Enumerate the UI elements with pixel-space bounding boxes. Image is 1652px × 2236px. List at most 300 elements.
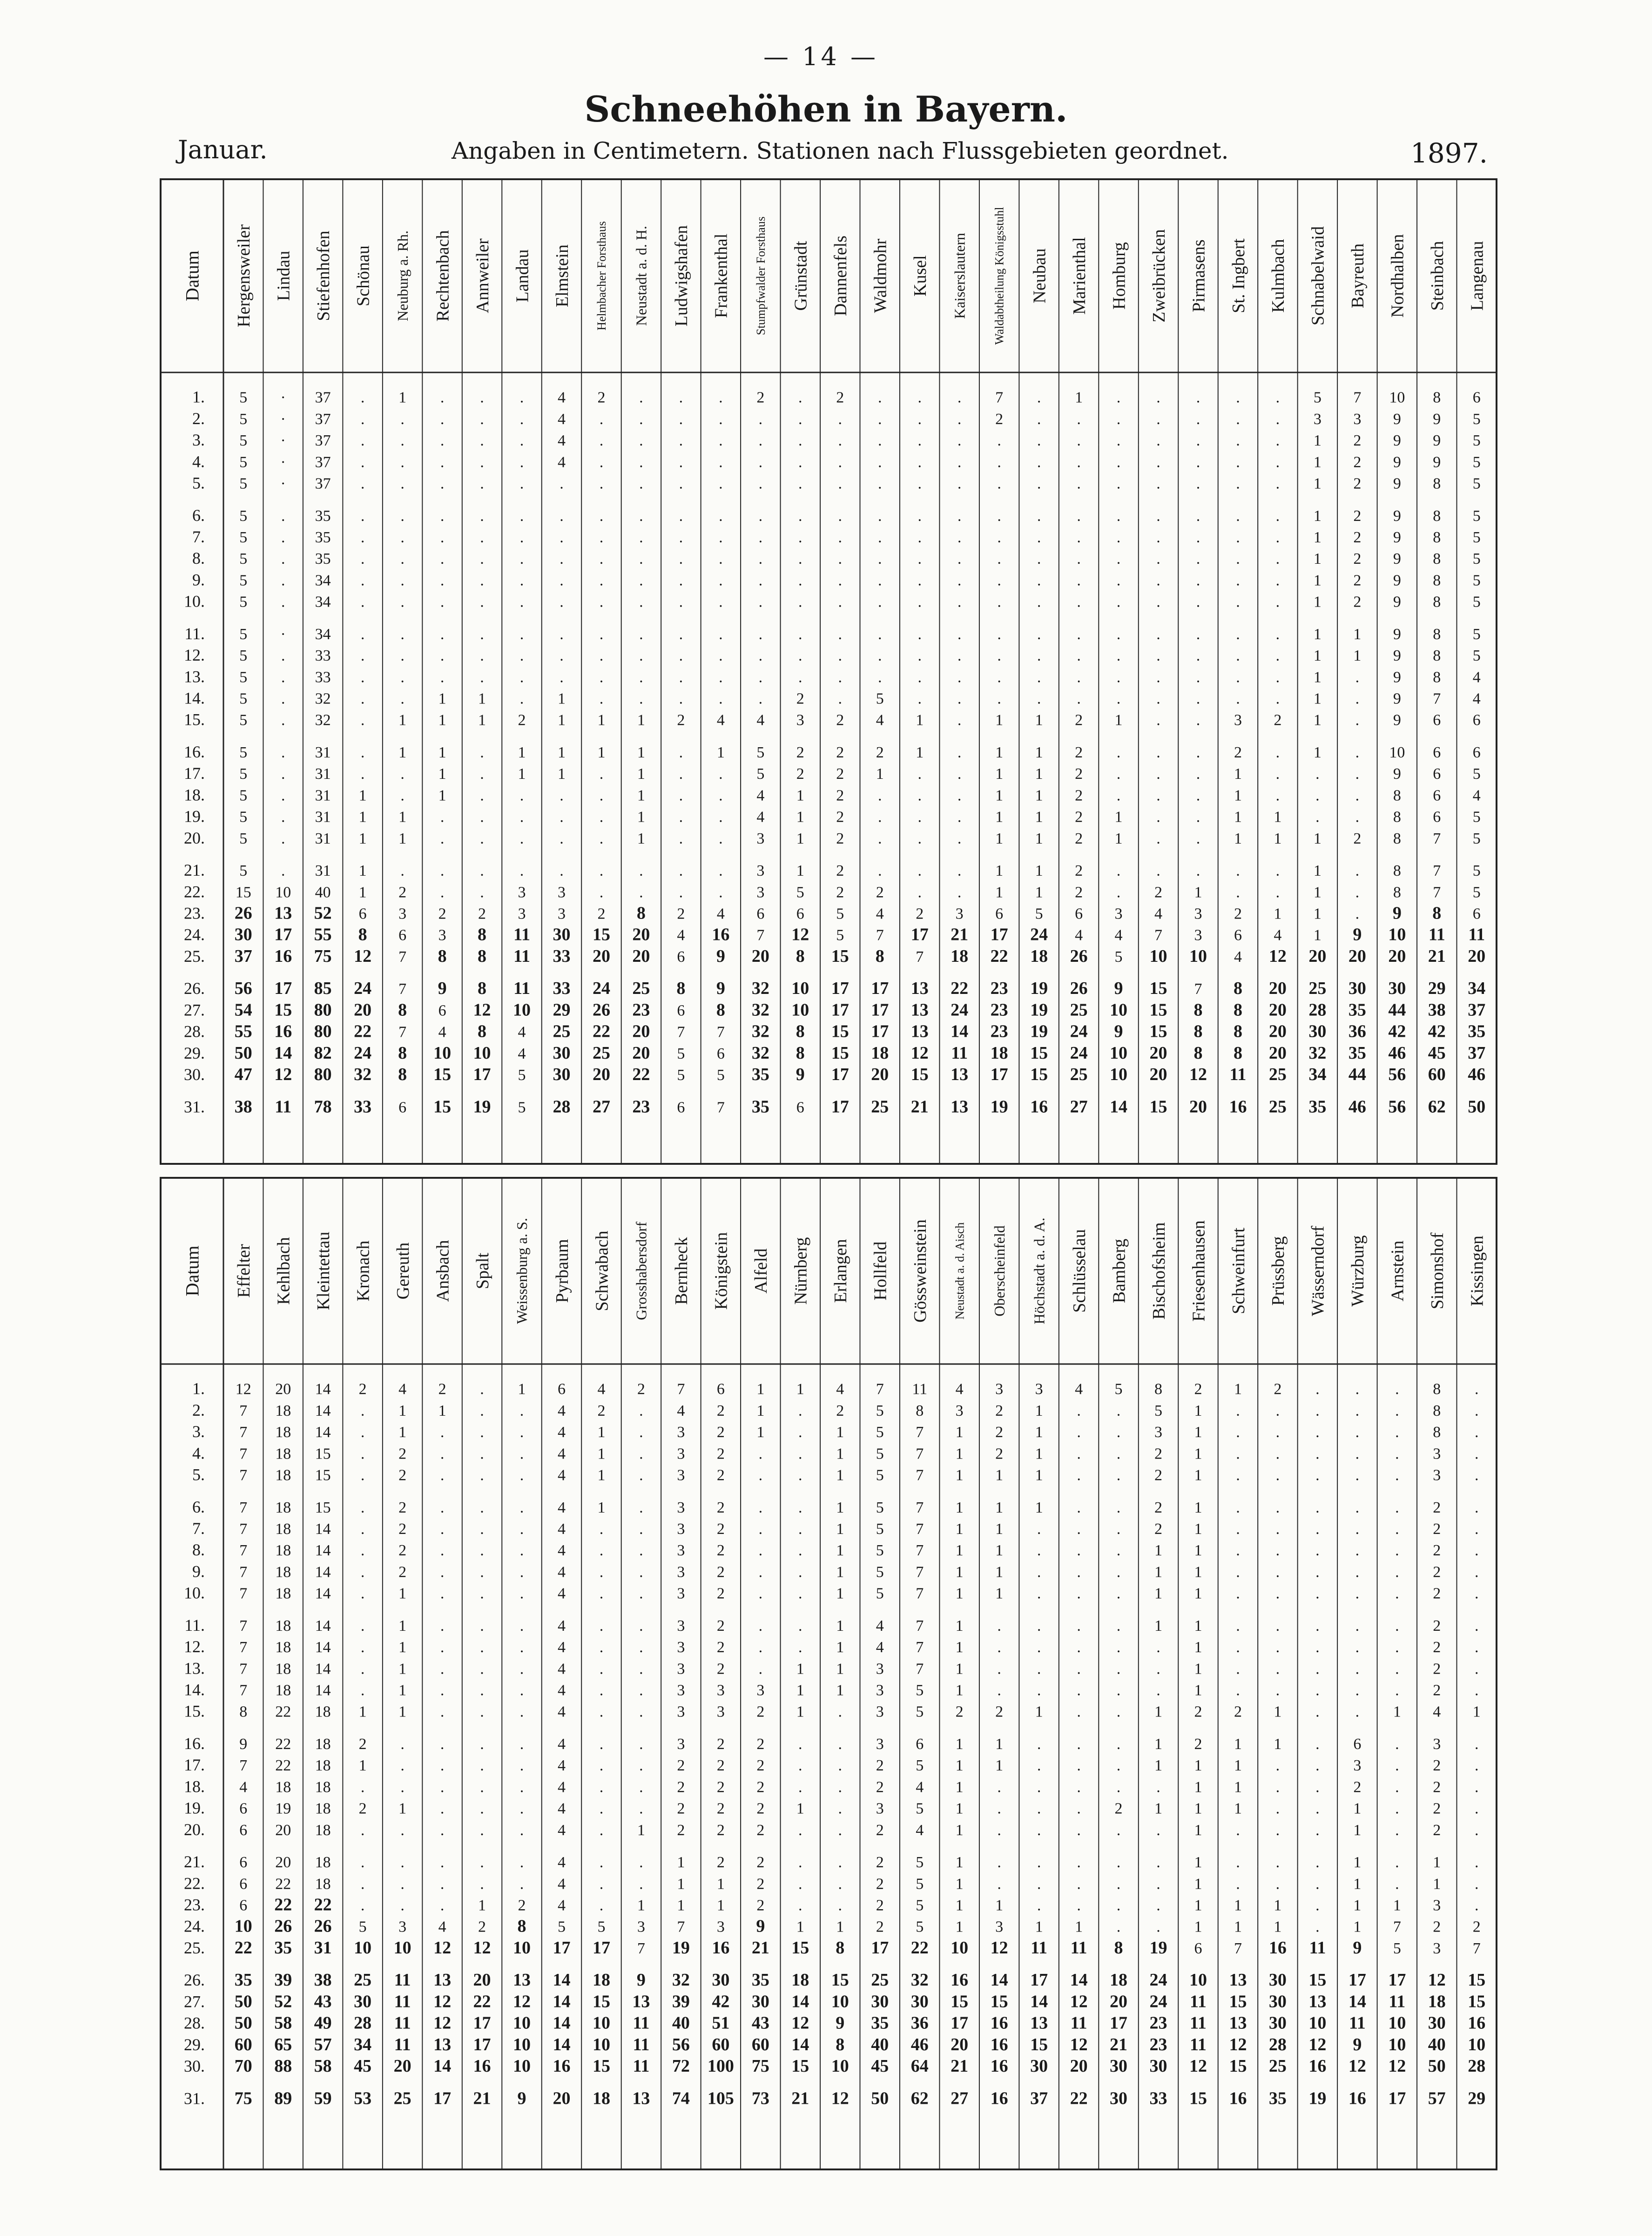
table-cell: 5 — [916, 1682, 924, 1699]
table-cell: 4 — [557, 1466, 566, 1484]
table-row — [184, 646, 1481, 664]
table-cell: . — [360, 528, 365, 546]
table-cell: . — [599, 1520, 604, 1538]
table-cell: 18 — [275, 1424, 291, 1441]
table-cell: 2 — [876, 1778, 884, 1796]
table-cell: . — [281, 690, 285, 708]
table-cell: 7 — [916, 1639, 924, 1656]
table-cell: 82 — [314, 1043, 332, 1063]
table-cell: 13 — [632, 1992, 650, 2012]
table-cell: . — [400, 1821, 405, 1839]
table-cell: 10 — [1110, 1064, 1128, 1084]
table-cell: 1 — [1075, 1918, 1083, 1936]
table-cell: 17 — [1348, 1970, 1366, 1990]
table-cell: 15 — [990, 1992, 1008, 2012]
table-cell: . — [639, 1585, 643, 1602]
table-cell: . — [1077, 1778, 1081, 1796]
table-cell: 5 — [239, 410, 248, 428]
table-cell: . — [719, 453, 723, 471]
table-cell: . — [679, 550, 683, 568]
table-cell: 4 — [557, 1682, 566, 1699]
table-cell: 4 — [836, 1380, 844, 1398]
table-cell: 3 — [1234, 711, 1242, 729]
table-cell: 1 — [1194, 1445, 1202, 1463]
table-cell: 1 — [1035, 862, 1043, 880]
table-cell: . — [917, 572, 922, 589]
table-cell: . — [1275, 1875, 1280, 1893]
table-cell: 17 — [1030, 1970, 1048, 1990]
table-cell: . — [957, 711, 962, 729]
table-cell: 1 — [478, 1897, 486, 1914]
table-cell: 2 — [1075, 808, 1083, 826]
table-cell: 3 — [876, 1682, 884, 1699]
table-cell: . — [599, 669, 604, 686]
date-column-header: Datum — [182, 1245, 203, 1297]
table-cell: 8 — [517, 1916, 526, 1936]
table-cell: 4 — [557, 1875, 566, 1893]
table-cell: 6 — [677, 948, 685, 966]
table-cell: 2 — [1075, 743, 1083, 761]
table-cell: 17 — [831, 1064, 849, 1084]
table-cell: 3 — [955, 1402, 964, 1419]
table-cell: 10 — [1388, 2034, 1406, 2054]
table-cell: . — [1116, 1854, 1121, 1871]
table-cell: . — [1077, 1563, 1081, 1581]
table-cell: 12 — [473, 1938, 491, 1958]
table-cell: 3 — [876, 1703, 884, 1721]
table-cell: 4 — [557, 1520, 566, 1538]
table-cell: . — [917, 862, 922, 880]
table-cell: . — [1077, 1617, 1081, 1635]
table-cell: 25 — [1268, 2056, 1287, 2076]
table-cell: 1 — [1194, 1821, 1202, 1839]
table-cell: 22 — [234, 1938, 252, 1958]
table-cell: . — [1395, 1499, 1399, 1516]
table-cell: . — [480, 389, 484, 406]
table-cell: 2 — [1353, 1778, 1362, 1796]
table-cell: 5 — [239, 787, 248, 804]
table-cell: 2 — [358, 1735, 367, 1753]
table-cell: . — [1395, 1682, 1399, 1699]
table-cell: 2 — [836, 808, 844, 826]
table-cell: 2 — [1075, 765, 1083, 783]
table-cell: 15 — [910, 1064, 929, 1084]
table-cell: 13 — [910, 1021, 929, 1041]
table-cell: . — [1395, 1821, 1399, 1839]
table-cell: . — [480, 453, 484, 471]
table-cell: . — [1275, 1617, 1280, 1635]
table-cell: 2 — [716, 1445, 725, 1463]
table-cell: . — [1315, 1757, 1320, 1775]
row-date: 9. — [192, 570, 205, 589]
table-cell: . — [1116, 1424, 1121, 1441]
table-cell: . — [1116, 1703, 1121, 1721]
table-cell: 8 — [398, 1000, 407, 1020]
table-cell: . — [957, 830, 962, 847]
table1 — [161, 179, 1497, 1164]
table-cell: 4 — [1075, 1380, 1083, 1398]
row-date: 15. — [184, 710, 205, 729]
table-cell: 8 — [1433, 1402, 1441, 1419]
table-cell: . — [1116, 1897, 1121, 1914]
table-cell: 2 — [597, 1402, 606, 1419]
table-cell: . — [798, 1402, 802, 1419]
station-header: St. Ingbert — [1228, 238, 1248, 313]
table-cell: . — [917, 389, 922, 406]
table-cell: 35 — [274, 1938, 292, 1958]
table-cell: . — [1236, 1585, 1240, 1602]
table-row — [184, 903, 1481, 923]
table-cell: . — [798, 1466, 802, 1484]
table-cell: 2 — [1114, 1800, 1123, 1817]
table-cell: . — [281, 647, 285, 665]
table-cell: 12 — [433, 2013, 452, 2033]
table-cell: 1 — [995, 711, 1004, 729]
table-cell: 8 — [636, 903, 646, 923]
table-cell: 56 — [1388, 1064, 1406, 1084]
table-cell: 1 — [995, 1563, 1004, 1581]
table-cell: . — [599, 1854, 604, 1871]
table-cell: 28 — [1468, 2056, 1486, 2076]
table-cell: . — [599, 625, 604, 643]
table-cell: 1 — [1194, 1660, 1202, 1678]
table-cell: 25 — [1268, 1064, 1287, 1084]
table-cell: . — [1275, 1778, 1280, 1796]
table-cell: 10 — [473, 1043, 491, 1063]
table-cell: . — [599, 1585, 604, 1602]
table-cell: 6 — [239, 1897, 248, 1914]
table-row — [184, 1895, 1479, 1914]
table-cell: 17 — [871, 979, 889, 999]
table-cell: . — [758, 453, 763, 471]
table-cell: 1 — [916, 743, 924, 761]
table-cell: . — [679, 389, 683, 406]
table-cell: . — [519, 1617, 524, 1635]
table-cell: . — [1116, 1660, 1121, 1678]
table-cell: . — [838, 475, 843, 493]
table-cell: . — [957, 550, 962, 568]
table-cell: 1 — [597, 1466, 606, 1484]
table-cell: 12 — [433, 1938, 452, 1958]
table-cell: . — [599, 1660, 604, 1678]
table-cell: 11 — [513, 979, 530, 999]
table-cell: . — [1196, 862, 1200, 880]
table-cell: 1 — [995, 1585, 1004, 1602]
table-cell: 22 — [910, 1938, 929, 1958]
table-cell: 13 — [513, 1970, 531, 1990]
table-cell: 17 — [1388, 2088, 1406, 2108]
station-header: Stumpfwalder Forsthaus — [754, 216, 768, 335]
table-cell: . — [997, 1854, 1001, 1871]
table-row — [184, 2035, 1485, 2054]
table-cell: . — [560, 808, 564, 826]
table-cell: . — [1236, 1682, 1240, 1699]
table-cell: . — [798, 507, 802, 525]
table-row — [184, 1637, 1479, 1656]
table-cell: 3 — [1114, 905, 1123, 923]
table-cell: 1 — [955, 1445, 964, 1463]
table-cell: . — [1196, 550, 1200, 568]
table-cell: 4 — [557, 1703, 566, 1721]
table-cell: 21 — [1428, 946, 1446, 966]
table-cell: . — [1355, 884, 1360, 901]
table-cell: 5 — [239, 507, 248, 525]
table-cell: . — [440, 1735, 445, 1753]
table-cell: 6 — [239, 1821, 248, 1839]
table-cell: . — [639, 1875, 643, 1893]
table-cell: 3 — [518, 905, 526, 923]
table-row — [192, 473, 1481, 492]
table-cell: 3 — [677, 1735, 685, 1753]
table-cell: 1 — [597, 1424, 606, 1441]
table-cell: 2 — [358, 1800, 367, 1817]
table-cell: 7 — [916, 1617, 924, 1635]
table-cell: 2 — [716, 1735, 725, 1753]
table-cell: . — [440, 1445, 445, 1463]
table-cell: . — [480, 1585, 484, 1602]
table-cell: . — [719, 808, 723, 826]
table-row — [184, 1917, 1481, 1936]
table-cell: 7 — [398, 1023, 407, 1041]
table-cell: . — [798, 593, 802, 611]
table-cell: 11 — [1190, 1992, 1207, 2012]
table-row — [192, 1444, 1479, 1462]
table-cell: . — [519, 1854, 524, 1871]
table-cell: . — [1315, 808, 1320, 826]
table-cell: . — [1116, 1445, 1121, 1463]
table-cell: . — [400, 410, 405, 428]
table-cell: 26 — [274, 1916, 292, 1936]
table-cell: 2 — [876, 1875, 884, 1893]
table-cell: 10 — [393, 1938, 411, 1958]
table-cell: . — [1037, 1821, 1041, 1839]
table-cell: . — [440, 1703, 445, 1721]
table-cell: . — [758, 1660, 763, 1678]
table-cell: 6 — [1433, 765, 1441, 783]
table-cell: 1 — [1035, 1466, 1043, 1484]
table-cell: . — [1116, 765, 1121, 783]
table-cell: 8 — [1233, 1021, 1242, 1041]
table-cell: 3 — [1353, 410, 1362, 428]
table-cell: 20 — [1149, 1064, 1167, 1084]
table-cell: 75 — [314, 946, 332, 966]
table-cell: 16 — [990, 2056, 1008, 2076]
table-cell: 9 — [1393, 432, 1401, 450]
table-cell: . — [1116, 743, 1121, 761]
table-cell: . — [1156, 475, 1160, 493]
table-cell: 5 — [876, 1520, 884, 1538]
table-row — [192, 1422, 1479, 1441]
table-cell: . — [1395, 1757, 1399, 1775]
table-cell: 2 — [1433, 1682, 1441, 1699]
station-header: Effelter — [234, 1244, 254, 1298]
table-cell: . — [838, 1757, 843, 1775]
table-cell: . — [1037, 1520, 1041, 1538]
table-cell: . — [281, 787, 285, 804]
table-cell: 22 — [473, 1992, 491, 2012]
table-cell: 20 — [1070, 2056, 1088, 2076]
table-cell: . — [1037, 1875, 1041, 1893]
table-cell: 9 — [438, 979, 447, 999]
table-cell: 13 — [1308, 1992, 1327, 2012]
table-cell: 31 — [315, 808, 331, 826]
table-cell: . — [1355, 1585, 1360, 1602]
table-cell: 11 — [1468, 925, 1485, 945]
table-cell: . — [838, 410, 843, 428]
table-cell: . — [1156, 1778, 1160, 1796]
table-cell: . — [798, 410, 802, 428]
table-cell: 10 — [1189, 1970, 1207, 1990]
table-cell: 44 — [1348, 1064, 1366, 1084]
table-cell: . — [281, 765, 285, 783]
table-row — [184, 1938, 1481, 1958]
table-cell: 62 — [910, 2088, 929, 2108]
table-cell: 17 — [831, 1000, 849, 1020]
table-cell: . — [639, 507, 643, 525]
table-cell: . — [917, 625, 922, 643]
table-cell: . — [281, 593, 285, 611]
table-cell: . — [719, 862, 723, 880]
table-cell: . — [1236, 1499, 1240, 1516]
table-cell: 19 — [990, 1097, 1008, 1117]
table-cell: . — [1116, 572, 1121, 589]
table-cell: 3 — [677, 1499, 685, 1516]
table-cell: 1 — [796, 1380, 804, 1398]
table-cell: . — [480, 1520, 484, 1538]
table-cell: 33 — [354, 1097, 372, 1117]
table-cell: 3 — [876, 1660, 884, 1678]
table-cell: . — [440, 453, 445, 471]
table-cell: . — [519, 507, 524, 525]
table-cell: 1 — [1075, 389, 1083, 406]
table-cell: . — [1077, 1402, 1081, 1419]
table-cell: 13 — [951, 1064, 969, 1084]
table-cell: 1 — [478, 690, 486, 708]
table-cell: 7 — [239, 1639, 248, 1656]
table-cell: . — [1275, 669, 1280, 686]
table-cell: . — [1236, 669, 1240, 686]
table-cell: . — [997, 453, 1001, 471]
row-date: 5. — [192, 473, 205, 493]
table-cell: 2 — [1353, 453, 1362, 471]
table-cell: 18 — [275, 1639, 291, 1656]
table-cell: . — [1037, 453, 1041, 471]
table-cell: . — [1475, 1617, 1479, 1635]
table-cell: . — [1156, 389, 1160, 406]
table-cell: 1 — [836, 1542, 844, 1560]
row-date: 3. — [192, 1422, 205, 1441]
table-cell: 38 — [234, 1097, 252, 1117]
table-cell: 7 — [239, 1520, 248, 1538]
table-cell: 5 — [876, 1445, 884, 1463]
table-cell: 1 — [836, 1617, 844, 1635]
table-cell: . — [838, 1854, 843, 1871]
table-cell: 2 — [716, 1617, 725, 1635]
table-cell: 8 — [1433, 475, 1441, 493]
table-cell: 5 — [239, 669, 248, 686]
table-cell: 20 — [473, 1970, 491, 1990]
table-cell: 5 — [1472, 572, 1481, 589]
table-row — [192, 409, 1481, 428]
table-cell: 37 — [1468, 1043, 1486, 1063]
table-cell: 3 — [1433, 1897, 1441, 1914]
table-cell: 5 — [756, 743, 765, 761]
table-cell: . — [440, 830, 445, 847]
table-cell: . — [1077, 1542, 1081, 1560]
table-cell: . — [360, 1897, 365, 1914]
table-cell: 7 — [239, 1585, 248, 1602]
table-cell: 2 — [1353, 550, 1362, 568]
table-cell: . — [679, 647, 683, 665]
table-cell: . — [1275, 1821, 1280, 1839]
table-cell: . — [1275, 1542, 1280, 1560]
table-cell: . — [1037, 647, 1041, 665]
table-cell: 17 — [871, 1021, 889, 1041]
table-cell: 9 — [1393, 765, 1401, 783]
table-cell: 20 — [632, 1043, 650, 1063]
table-cell: . — [1236, 1563, 1240, 1581]
table-cell: 1 — [995, 1735, 1004, 1753]
table-cell: . — [480, 1424, 484, 1441]
table-cell: . — [480, 862, 484, 880]
table-cell: . — [519, 1499, 524, 1516]
table-cell: 1 — [1194, 1682, 1202, 1699]
table-cell: 21 — [1110, 2034, 1128, 2054]
table-cell: 1 — [1234, 1897, 1242, 1914]
table-cell: . — [1116, 690, 1121, 708]
table-cell: . — [1275, 475, 1280, 493]
table-cell: . — [639, 1800, 643, 1817]
table-cell: 14 — [315, 1585, 331, 1602]
table-cell: . — [1475, 1735, 1479, 1753]
table-row — [184, 1874, 1479, 1892]
table-cell: 5 — [239, 453, 248, 471]
table-cell: 37 — [315, 389, 331, 406]
table-cell: 45 — [871, 2056, 889, 2076]
table-cell: . — [639, 1682, 643, 1699]
table-cell: 7 — [677, 1918, 685, 1936]
table-cell: . — [838, 593, 843, 611]
table-cell: . — [1196, 765, 1200, 783]
table-cell: 9 — [1393, 453, 1401, 471]
table-cell: 30 — [712, 1970, 730, 1990]
table-cell: 12 — [990, 1938, 1008, 1958]
table-cell: 15 — [1149, 979, 1167, 999]
table-cell: 2 — [756, 389, 765, 406]
table-cell: 7 — [1433, 690, 1441, 708]
table-cell: . — [997, 647, 1001, 665]
table-cell: 15 — [1189, 2088, 1207, 2108]
table-cell: . — [917, 432, 922, 450]
table-cell: 1 — [557, 765, 566, 783]
table-cell: . — [1275, 1660, 1280, 1678]
table-cell: 14 — [274, 1043, 292, 1063]
table-cell: 11 — [1389, 1992, 1406, 2012]
table-cell: 1 — [796, 787, 804, 804]
table-cell: 17 — [1388, 1970, 1406, 1990]
table-cell: 11 — [394, 1970, 411, 1990]
table-cell: 1 — [1194, 1402, 1202, 1419]
table-cell: 30 — [234, 925, 252, 945]
table-cell: 1 — [955, 1542, 964, 1560]
table-cell: 3 — [995, 1918, 1004, 1936]
table-cell: 1 — [995, 884, 1004, 901]
table-cell: 16 — [1348, 2088, 1366, 2108]
table-cell: 1 — [955, 1897, 964, 1914]
table-cell: 2 — [756, 1778, 765, 1796]
table-cell: 1 — [1154, 1735, 1163, 1753]
table-cell: 5 — [239, 432, 248, 450]
